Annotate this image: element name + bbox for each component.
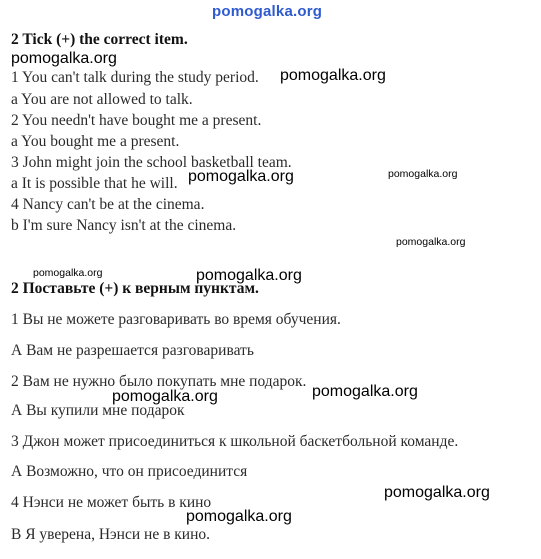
ru-answer-2: А Вы купили мне подарок (11, 402, 185, 419)
en-answer-1: a You are not allowed to talk. (11, 91, 193, 108)
en-question-2: 2 You needn't have bought me a present. (11, 112, 262, 129)
ru-question-3: 3 Джон может присоединиться к школьной баскетбольной команде. (11, 433, 459, 450)
en-question-1: 1 You can't talk during the study period. (11, 69, 259, 86)
en-answer-3: a It is possible that he will. (11, 175, 178, 192)
watermark: pomogalka.org (186, 508, 292, 525)
ru-question-2: 2 Вам не нужно было покупать мне подарок. (11, 373, 307, 390)
ru-answer-4: В Я уверена, Нэнси не в кино. (11, 526, 211, 543)
section-title-ru: 2 Поставьте (+) к верным пунктам. (11, 280, 259, 297)
watermark: pomogalka.org (388, 168, 458, 180)
section-title-en: 2 Tick (+) the correct item. (11, 31, 188, 48)
watermark: pomogalka.org (384, 484, 490, 501)
en-answer-2: a You bought me a present. (11, 133, 180, 150)
ru-answer-3: А Возможно, что он присоединится (11, 463, 248, 480)
ru-question-4: 4 Нэнси не может быть в кино (11, 494, 212, 511)
watermark: pomogalka.org (280, 67, 386, 84)
watermark: pomogalka.org (196, 267, 302, 284)
watermark: pomogalka.org (312, 383, 418, 400)
ru-question-1: 1 Вы не можете разговаривать во время обучения. (11, 311, 341, 328)
en-answer-4: b I'm sure Nancy isn't at the cinema. (11, 217, 237, 234)
watermark: pomogalka.org (188, 168, 294, 185)
watermark: pomogalka.org (396, 236, 466, 248)
en-question-3: 3 John might join the school basketball team. (11, 154, 292, 171)
en-question-4: 4 Nancy can't be at the cinema. (11, 196, 205, 213)
watermark: pomogalka.org (11, 50, 117, 67)
watermark: pomogalka.org (33, 267, 103, 279)
watermark-top: pomogalka.org (212, 3, 323, 20)
ru-answer-1: А Вам не разрешается разговаривать (11, 342, 254, 359)
watermark: pomogalka.org (112, 388, 218, 405)
